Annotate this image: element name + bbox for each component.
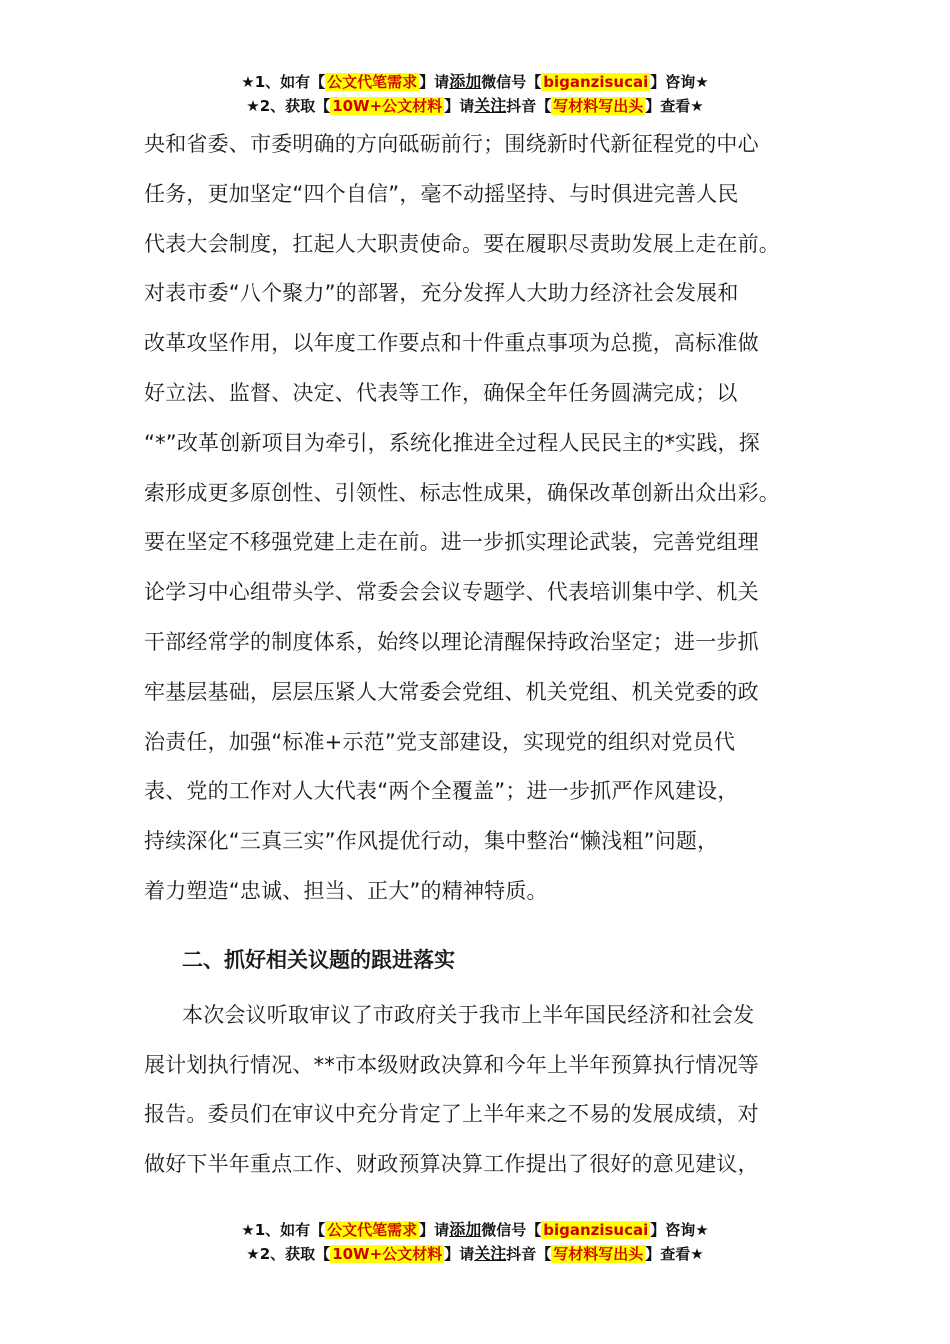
body-line: 索形成更多原创性、引领性、标志性成果，确保改革创新出众出彩。 xyxy=(144,480,780,505)
body-line: 对表市委“八个聚力”的部署，充分发挥人大助力经济社会发展和 xyxy=(144,281,739,306)
banner-highlight: 写材料写出头 xyxy=(553,97,644,115)
banner-text: 】请 xyxy=(419,73,450,91)
banner-highlight: 公文代笔需求 xyxy=(327,73,418,91)
body-line: 干部经常学的制度体系，始终以理论清醒保持政治坚定；进一步抓 xyxy=(144,629,759,654)
body-line: 持续深化“三真三实”作风提优行动，集中整治“懒浅粗”问题， xyxy=(144,829,719,854)
banner-highlight: biganzisucai xyxy=(543,1221,649,1239)
body-line: 要在坚定不移强党建上走在前。进一步抓实理论武装，完善党组理 xyxy=(144,530,759,555)
banner-emphasis: 关注 xyxy=(474,96,507,115)
body-line: 央和省委、市委明确的方向砥砺前行；围绕新时代新征程党的中心 xyxy=(144,132,759,156)
body-line: 代表大会制度，扛起人大职责使命。要在履职尽责助发展上走在前。 xyxy=(144,231,780,256)
banner-emphasis: 添加 xyxy=(449,72,482,91)
banner-text: 微信号【 xyxy=(481,1221,542,1239)
footer-banner xyxy=(0,1218,950,1266)
banner-text: 】查看★ xyxy=(645,97,704,115)
body-line: 任务，更加坚定“四个自信”，毫不动摇坚持、与时俱进完善人民 xyxy=(144,181,739,206)
section-heading: 二、抓好相关议题的跟进落实 xyxy=(182,947,455,972)
banner-highlight: biganzisucai xyxy=(543,73,649,91)
banner-text: ★2、获取【 xyxy=(246,97,331,115)
body-line: 表、党的工作对人大代表“两个全覆盖”；进一步抓严作风建设， xyxy=(144,779,739,804)
section-spacer xyxy=(144,917,824,930)
banner-line-1 xyxy=(0,1218,950,1242)
banner-text: ★1、如有【 xyxy=(241,1221,326,1239)
banner-text: 】查看★ xyxy=(645,1245,704,1263)
banner-text: 】请 xyxy=(444,1245,475,1263)
banner-text: 】请 xyxy=(419,1221,450,1239)
header-banner xyxy=(0,70,950,118)
banner-highlight: 10W+公文材料 xyxy=(332,1245,443,1263)
document-body xyxy=(144,120,824,1190)
banner-text: ★1、如有【 xyxy=(241,73,326,91)
banner-text: 】咨询★ xyxy=(650,1221,709,1239)
body-line: 展计划执行情况、**市本级财政决算和今年上半年预算执行情况等 xyxy=(144,1052,759,1077)
banner-text: 】咨询★ xyxy=(650,73,709,91)
banner-text: 微信号【 xyxy=(481,73,542,91)
banner-line-1 xyxy=(0,70,950,94)
body-line: 本次会议听取审议了市政府关于我市上半年国民经济和社会发 xyxy=(182,1002,755,1027)
banner-line-2 xyxy=(0,94,950,118)
body-line: 好立法、监督、决定、代表等工作，确保全年任务圆满完成；以 xyxy=(144,380,738,405)
banner-text: 】请 xyxy=(444,97,475,115)
banner-highlight: 10W+公文材料 xyxy=(332,97,443,115)
banner-text: 抖音【 xyxy=(506,97,552,115)
banner-highlight: 公文代笔需求 xyxy=(327,1221,418,1239)
banner-text: ★2、获取【 xyxy=(246,1245,331,1263)
banner-emphasis: 添加 xyxy=(449,1220,482,1239)
body-line: 做好下半年重点工作、财政预算决算工作提出了很好的意见建议， xyxy=(144,1152,759,1177)
body-line: 着力塑造“忠诚、担当、正大”的精神特质。 xyxy=(144,878,548,903)
banner-highlight: 写材料写出头 xyxy=(553,1245,644,1263)
body-line: 报告。委员们在审议中充分肯定了上半年来之不易的发展成绩，对 xyxy=(144,1102,759,1127)
banner-text: 抖音【 xyxy=(506,1245,552,1263)
body-line: 论学习中心组带头学、常委会会议专题学、代表培训集中学、机关 xyxy=(144,580,759,605)
body-line: 治责任，加强“标准+示范”党支部建设，实现党的组织对党员代 xyxy=(144,729,736,754)
body-line: 改革攻坚作用，以年度工作要点和十件重点事项为总揽，高标准做 xyxy=(144,331,759,356)
banner-line-2 xyxy=(0,1242,950,1266)
body-line: “*”改革创新项目为牵引，系统化推进全过程人民民主的*实践，探 xyxy=(144,430,760,455)
banner-emphasis: 关注 xyxy=(474,1244,507,1263)
body-line: 牢基层基础，层层压紧人大常委会党组、机关党组、机关党委的政 xyxy=(144,679,759,704)
